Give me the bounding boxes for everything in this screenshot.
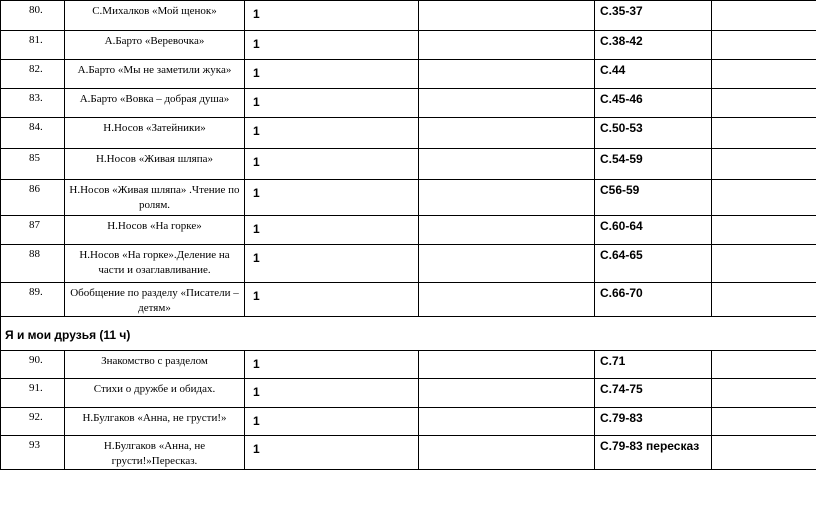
- lesson-hours: 1: [245, 351, 419, 379]
- lesson-hours: 1: [245, 118, 419, 149]
- empty-cell: [419, 408, 595, 436]
- lesson-hours: 1: [245, 408, 419, 436]
- lesson-number: 85: [1, 149, 65, 180]
- empty-cell: [712, 216, 816, 245]
- lesson-number: 93: [1, 436, 65, 470]
- section-title: Я и мои друзья (11 ч): [1, 317, 816, 351]
- empty-cell: [419, 180, 595, 216]
- lesson-title: Н.Носов «Живая шляпа»: [65, 149, 245, 180]
- empty-cell: [712, 31, 816, 60]
- lesson-number: 80.: [1, 1, 65, 31]
- empty-cell: [712, 118, 816, 149]
- lesson-hours: 1: [245, 283, 419, 317]
- lesson-pages: С.38-42: [595, 31, 712, 60]
- lesson-pages: С56-59: [595, 180, 712, 216]
- lesson-hours: 1: [245, 216, 419, 245]
- table-row: [1, 60, 816, 89]
- lesson-pages: С.79-83: [595, 408, 712, 436]
- table-row: [1, 89, 816, 118]
- table-row: [1, 180, 816, 216]
- empty-cell: [419, 379, 595, 408]
- empty-cell: [712, 351, 816, 379]
- lesson-title: Стихи о дружбе и обидах.: [65, 379, 245, 408]
- table-row: [1, 283, 816, 317]
- lesson-hours: 1: [245, 1, 419, 31]
- lesson-hours: 1: [245, 436, 419, 470]
- empty-cell: [712, 180, 816, 216]
- lesson-number: 86: [1, 180, 65, 216]
- empty-cell: [419, 60, 595, 89]
- lesson-pages: С.54-59: [595, 149, 712, 180]
- table-row: [1, 379, 816, 408]
- lesson-hours: 1: [245, 31, 419, 60]
- lesson-number: 88: [1, 245, 65, 283]
- table-row: [1, 31, 816, 60]
- empty-cell: [419, 216, 595, 245]
- lesson-number: 84.: [1, 118, 65, 149]
- lesson-title: Н.Носов «На горке»: [65, 216, 245, 245]
- lesson-number: 81.: [1, 31, 65, 60]
- lesson-hours: 1: [245, 180, 419, 216]
- lesson-hours: 1: [245, 89, 419, 118]
- lesson-pages: С.74-75: [595, 379, 712, 408]
- lesson-hours: 1: [245, 245, 419, 283]
- lesson-pages: С.64-65: [595, 245, 712, 283]
- lesson-number: 87: [1, 216, 65, 245]
- lesson-number: 82.: [1, 60, 65, 89]
- lesson-number: 90.: [1, 351, 65, 379]
- empty-cell: [712, 1, 816, 31]
- lesson-hours: 1: [245, 149, 419, 180]
- empty-cell: [712, 283, 816, 317]
- lesson-pages: С.79-83 пересказ: [595, 436, 712, 470]
- lesson-title: А.Барто «Вовка – добрая душа»: [65, 89, 245, 118]
- table-row: [1, 436, 816, 470]
- lesson-number: 89.: [1, 283, 65, 317]
- lesson-pages: С.60-64: [595, 216, 712, 245]
- lesson-number: 91.: [1, 379, 65, 408]
- table-row: [1, 216, 816, 245]
- empty-cell: [419, 351, 595, 379]
- empty-cell: [712, 408, 816, 436]
- lesson-title: Н.Носов «На горке».Деление на части и озаглавливание.: [65, 245, 245, 283]
- table-row: [1, 351, 816, 379]
- empty-cell: [419, 1, 595, 31]
- table-row: [1, 1, 816, 31]
- table-row: [1, 149, 816, 180]
- lesson-title: А.Барто «Веревочка»: [65, 31, 245, 60]
- empty-cell: [419, 149, 595, 180]
- lesson-title: С.Михалков «Мой щенок»: [65, 1, 245, 31]
- empty-cell: [712, 245, 816, 283]
- lesson-title: А.Барто «Мы не заметили жука»: [65, 60, 245, 89]
- table-row: [1, 408, 816, 436]
- empty-cell: [712, 379, 816, 408]
- empty-cell: [419, 436, 595, 470]
- lesson-title: Обобщение по разделу «Писатели – детям»: [65, 283, 245, 317]
- empty-cell: [419, 245, 595, 283]
- lesson-title: Н.Носов «Затейники»: [65, 118, 245, 149]
- lesson-number: 83.: [1, 89, 65, 118]
- lesson-hours: 1: [245, 379, 419, 408]
- lesson-number: 92.: [1, 408, 65, 436]
- empty-cell: [712, 149, 816, 180]
- lesson-title: Знакомство с разделом: [65, 351, 245, 379]
- lesson-title: Н.Носов «Живая шляпа» .Чтение по ролям.: [65, 180, 245, 216]
- lesson-pages: С.66-70: [595, 283, 712, 317]
- section-row: [1, 317, 816, 351]
- empty-cell: [419, 89, 595, 118]
- lesson-title: Н.Булгаков «Анна, не грусти!»: [65, 408, 245, 436]
- lesson-pages: С.35-37: [595, 1, 712, 31]
- lesson-pages: С.50-53: [595, 118, 712, 149]
- lesson-hours: 1: [245, 60, 419, 89]
- table-row: [1, 245, 816, 283]
- lesson-pages: С.45-46: [595, 89, 712, 118]
- lesson-title: Н.Булгаков «Анна, не грусти!»Пересказ.: [65, 436, 245, 470]
- empty-cell: [419, 31, 595, 60]
- empty-cell: [712, 60, 816, 89]
- table-row: [1, 118, 816, 149]
- empty-cell: [419, 118, 595, 149]
- empty-cell: [712, 89, 816, 118]
- lesson-pages: С.44: [595, 60, 712, 89]
- empty-cell: [419, 283, 595, 317]
- lesson-pages: С.71: [595, 351, 712, 379]
- empty-cell: [712, 436, 816, 470]
